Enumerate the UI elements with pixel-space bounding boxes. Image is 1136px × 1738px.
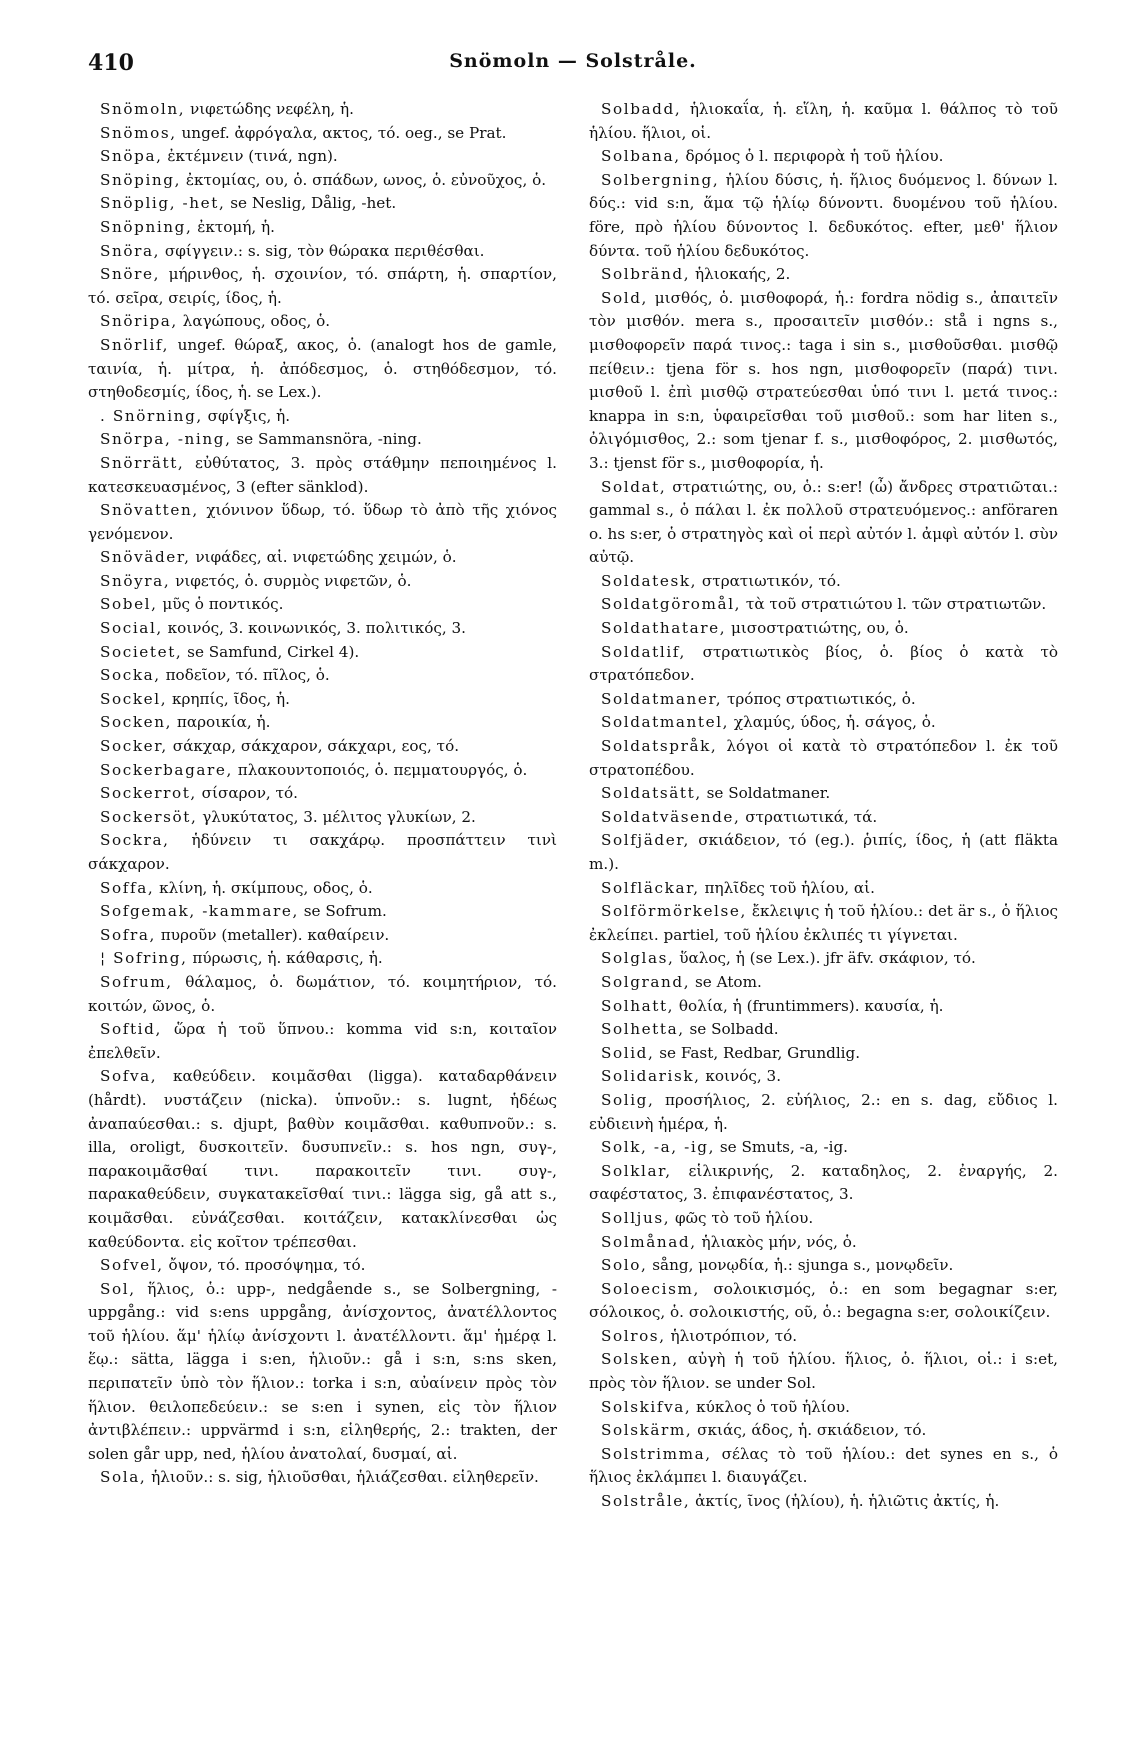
dictionary-entry xyxy=(589,1396,1058,1420)
running-head: Snömoln — Solstråle. xyxy=(449,50,697,72)
entry-headword: Solskifva, xyxy=(601,1397,692,1416)
dictionary-entry xyxy=(589,806,1058,830)
dictionary-entry xyxy=(589,947,1058,971)
entry-definition: πηλῖδες τοῦ ἡλίου, αἱ. xyxy=(699,878,875,897)
dictionary-entry xyxy=(88,452,557,499)
entry-headword: Socka, xyxy=(100,666,161,685)
entry-headword: Solk, -a, -ig, xyxy=(601,1138,716,1157)
entry-headword: Solförmörkelse, xyxy=(601,902,747,921)
dictionary-entry xyxy=(88,546,557,570)
entry-headword: Solbana, xyxy=(601,147,681,166)
dictionary-entry xyxy=(88,310,557,334)
dictionary-entry xyxy=(589,1254,1058,1278)
entry-headword: Solstråle, xyxy=(601,1492,691,1511)
dictionary-entry xyxy=(589,1065,1058,1089)
entry-definition: νιφετός, ὁ. συρμὸς νιφετῶν, ὁ. xyxy=(170,571,412,590)
dictionary-entry xyxy=(589,711,1058,735)
entry-definition: δρόμος ὁ l. περιφορὰ ἡ τοῦ ἡλίου. xyxy=(680,147,944,166)
entry-headword: Snöre, xyxy=(100,265,161,284)
dictionary-entry xyxy=(88,641,557,665)
dictionary-entry xyxy=(88,428,557,452)
entry-definition: στρατιώτης, ου, ὁ.: s:er! (ὦ) ἄνδρες στρατιῶται.: gammal s., ὁ πάλαι l. ἐκ πολλοῦ στρατευόμενος.: anföraren o. hs s:er, ὁ στρατηγὸς καὶ οἱ περὶ αὐτόν l. ἀμφὶ αὐτόν l. σὺν αὐτῷ. xyxy=(589,477,1058,567)
dictionary-entry xyxy=(589,877,1058,901)
entry-headword: Snövatten, xyxy=(100,501,199,520)
entry-definition: se Sammansnöra, -ning. xyxy=(231,430,422,449)
entry-definition: ἡλιοκαής, 2. xyxy=(690,265,791,284)
entry-definition: ungef. ἀφρόγαλα, ακτος, τό. oeg., se Prat. xyxy=(176,123,507,142)
entry-definition: πύρωσις, ἡ. κάθαρσις, ἡ. xyxy=(187,949,383,968)
entry-headword: Solros, xyxy=(601,1326,666,1345)
entry-headword: Social, xyxy=(100,619,163,638)
entry-headword: Soloecism, xyxy=(601,1279,700,1298)
entry-definition: στρατιωτικόν, τό. xyxy=(697,571,841,590)
entry-headword: Sofgemak, -kammare, xyxy=(100,902,299,921)
entry-headword: Solfläckar, xyxy=(601,878,700,897)
entry-definition: λόγοι οἱ κατὰ τὸ στρατόπεδον l. ἐκ τοῦ στρατοπέδου. xyxy=(589,737,1058,779)
entry-headword: Sold, xyxy=(601,288,648,307)
entry-definition: σφίγξις, ἡ. xyxy=(202,406,291,425)
entry-headword: Solo, xyxy=(601,1256,648,1275)
dictionary-entry xyxy=(88,782,557,806)
entry-headword: . Snörning, xyxy=(100,406,203,425)
entry-headword: Soldatesk, xyxy=(601,571,698,590)
entry-definition: ἐκτέμνειν (τινά, ngn). xyxy=(162,147,338,166)
entry-definition: κύκλος ὁ τοῦ ἡλίου. xyxy=(691,1397,850,1416)
entry-headword: Soldatmaner, xyxy=(601,689,723,708)
entry-headword: Sofvel, xyxy=(100,1256,164,1275)
entry-headword: ¦ Sofring, xyxy=(100,949,188,968)
entry-definition: θολία, ἡ (fruntimmers). καυσία, ἡ. xyxy=(674,996,944,1015)
dictionary-entry xyxy=(589,145,1058,169)
dictionary-entry xyxy=(88,617,557,641)
dictionary-entry xyxy=(589,263,1058,287)
entry-headword: Solbadd, xyxy=(601,100,682,118)
entry-headword: Soldathatare, xyxy=(601,619,727,638)
entry-definition: σολοικισμός, ὁ.: en som begagnar s:er, σόλοικος, ὁ. σολοικιστής, οῦ, ὁ.: begagna s:er, σολοικίζειν. xyxy=(589,1279,1058,1322)
dictionary-entry xyxy=(88,145,557,169)
entry-headword: Solgrand, xyxy=(601,972,691,991)
dictionary-entry xyxy=(589,570,1058,594)
dictionary-entry xyxy=(589,1490,1058,1514)
entry-headword: Sola, xyxy=(100,1468,147,1487)
entry-definition: se Soldatmaner. xyxy=(701,784,831,803)
entry-definition: ἡλιοκαΐα, ἡ. εἵλη, ἡ. καῦμα l. θάλπος τὸ τοῦ ἡλίου. ἥλιοι, οἱ. xyxy=(589,100,1058,142)
right-column xyxy=(589,98,1058,1514)
entry-definition: se Solbadd. xyxy=(684,1020,779,1039)
entry-definition: ἡλίου δύσις, ἡ. ἥλιος δυόμενος l. δύνων l. δύς.: vid s:n, ἅμα τῷ ἡλίῳ δύνοντι. δυομένου τοῦ ἡλίου. före, πρὸ ἡλίου δύνοντος l. δεδυκότος. efter, μεθ' ἥλιον δύντα. τοῦ ἡλίου δεδυκότος. xyxy=(589,170,1058,260)
entry-headword: Solhatt, xyxy=(601,996,675,1015)
entry-definition: καθεύδειν. κοιμᾶσθαι (ligga). καταδαρθάνειν (hårdt). νυστάζειν (nicka). ὑπνοῦν.: s. lugnt, ἡδέως ἀναπαύεσθαι.: s. djupt, βαθὺν κοιμᾶσθαι. καθυπνοῦν.: s. illa, oroligt, δυσκοιτεῖν. δυσυπνεῖν.: s. hos ngn, συγ-, παρακοιμᾶσθαί τινι. παρακοιτεῖν τινι. συγ-, παρακαθεύδειν, συγκατακεῖσθαί τινι.: lägga sig, gå att s., κοιμᾶσθαι. εὐνάζεσθαι. κοιτάζειν, κατακλίνεσθαι ὡς καθεύδοντα. εἰς κοῖτον τρέπεσθαι. xyxy=(88,1067,557,1251)
dictionary-entry xyxy=(589,641,1058,688)
dictionary-entry xyxy=(589,735,1058,782)
dictionary-entry xyxy=(589,900,1058,947)
entry-headword: Sockersöt, xyxy=(100,807,198,826)
entry-definition: σκιάδειον, τό (eg.). ῥιπίς, ίδος, ἡ (att fläkta m.). xyxy=(589,831,1058,873)
entry-definition: se Atom. xyxy=(690,972,762,991)
entry-headword: Snöpa, xyxy=(100,147,163,166)
dictionary-entry xyxy=(589,1042,1058,1066)
entry-headword: Solstrimma, xyxy=(601,1444,712,1463)
dictionary-entry xyxy=(88,1065,557,1254)
dictionary-entry xyxy=(88,924,557,948)
dictionary-entry xyxy=(88,664,557,688)
entry-definition: εὐθύτατος, 3. πρὸς στάθμην πεποιημένος l. κατεσκευασμένος, 3 (efter sänklod). xyxy=(88,453,557,496)
entry-definition: παροικία, ἡ. xyxy=(172,713,271,732)
dictionary-entry xyxy=(589,1325,1058,1349)
dictionary-entry xyxy=(88,711,557,735)
entry-headword: Soldatspråk, xyxy=(601,737,718,756)
entry-headword: Soffa, xyxy=(100,878,155,897)
entry-headword: Snöyra, xyxy=(100,571,171,590)
dictionary-entry xyxy=(589,287,1058,476)
left-column xyxy=(88,98,557,1514)
dictionary-entry xyxy=(88,971,557,1018)
entry-headword: Solid, xyxy=(601,1043,655,1062)
entry-definition: ἥλιος, ὁ.: upp-, nedgående s., se Solbergning, -uppgång.: vid s:ens uppgång, ἀνίσχοντος, ἀνατέλλοντος τοῦ ἡλίου. ἅμ' ἡλίῳ ἀνίσχοντι l. ἀνατέλλοντι. ἅμ' ἡμέρᾳ l. ἕῳ.: sätta, lägga i s:en, ἡλιοῦν.: gå i s:n, s:ns sken, περιπατεῖν ὑπὸ τὸν ἥλιον.: torka i s:n, αὐαίνειν πρὸς τὸν ἥλιον. θειλοπεδεύειν.: se s:en i synen, εἰς τὸν ἥλιον ἀντιβλέπειν.: uppvärmd i s:n, εἱληθερής, 2.: trakten, der solen går upp, ned, ἡλίου ἀνατολαί, δυσμαί, αἱ. xyxy=(88,1279,557,1463)
entry-headword: Solljus, xyxy=(601,1208,671,1227)
dictionary-entry xyxy=(589,688,1058,712)
entry-headword: Solmånad, xyxy=(601,1232,697,1251)
entry-headword: Sockel, xyxy=(100,689,168,708)
dictionary-entry xyxy=(88,877,557,901)
entry-headword: Sol, xyxy=(100,1279,136,1298)
entry-definition: ἔκλειψις ἡ τοῦ ἡλίου.: det är s., ὁ ἥλιος ἐκλείπει. partiel, τοῦ ἡλίου ἐκλιπές τι γίγνεται. xyxy=(589,902,1058,944)
dictionary-entry xyxy=(589,1348,1058,1395)
entry-headword: Solhetta, xyxy=(601,1020,685,1039)
entry-definition: μήρινθος, ἡ. σχοινίον, τό. σπάρτη, ἡ. σπαρτίον, τό. σεῖρα, σειρίς, ίδος, ἡ. xyxy=(88,265,557,307)
dictionary-entry xyxy=(589,1207,1058,1231)
entry-headword: Solglas, xyxy=(601,949,675,968)
entry-definition: κλίνη, ἡ. σκίμπους, οδος, ὁ. xyxy=(154,878,373,897)
entry-headword: Snöra, xyxy=(100,241,161,260)
entry-headword: Sockra, xyxy=(100,831,170,850)
entry-headword: Snöping, xyxy=(100,170,182,189)
dictionary-entry xyxy=(589,1160,1058,1207)
entry-definition: σάκχαρ, σάκχαρον, σάκχαρι, εος, τό. xyxy=(167,737,460,756)
dictionary-entry xyxy=(589,617,1058,641)
page-number: 410 xyxy=(88,50,134,76)
entry-definition: ἡλιοῦν.: s. sig, ἡλιοῦσθαι, ἡλιάζεσθαι. εἱληθερεῖν. xyxy=(146,1468,539,1487)
entry-definition: se Smuts, -a, -ig. xyxy=(715,1138,849,1157)
entry-definition: λαγώπους, οδος, ὁ. xyxy=(177,312,331,331)
entry-definition: ἡδύνειν τι σακχάρῳ. προσπάττειν τινὶ σάκχαρον. xyxy=(88,831,557,873)
dictionary-entry xyxy=(589,829,1058,876)
entry-headword: Snöväder, xyxy=(100,548,191,567)
dictionary-entry xyxy=(88,122,557,146)
entry-definition: σίσαρον, τό. xyxy=(196,784,298,803)
entry-headword: Soldat, xyxy=(601,477,667,496)
entry-definition: πλακουντοποιός, ὁ. πεμματουργός, ὁ. xyxy=(232,760,528,779)
entry-definition: ὄψον, τό. προσόψημα, τό. xyxy=(163,1256,366,1275)
entry-definition: ἐκτομίας, ου, ὁ. σπάδων, ωνος, ὁ. εὐνοῦχος, ὁ. xyxy=(181,170,547,189)
entry-definition: θάλαμος, ὁ. δωμάτιον, τό. κοιμητήριον, τό. κοιτών, ῶνος, ὁ. xyxy=(88,972,557,1015)
dictionary-entry xyxy=(589,995,1058,1019)
entry-headword: Sofrum, xyxy=(100,972,173,991)
dictionary-entry xyxy=(589,169,1058,263)
entry-definition: γλυκύτατος, 3. μέλιτος γλυκίων, 2. xyxy=(197,807,476,826)
entry-headword: Sockerrot, xyxy=(100,784,197,803)
entry-headword: Socken, xyxy=(100,713,173,732)
dictionary-entry xyxy=(88,216,557,240)
entry-definition: ἐκτομή, ἡ. xyxy=(192,217,275,236)
entry-definition: ὥρα ἡ τοῦ ὕπνου.: komma vid s:n, κοιταῖον ἐπελθεῖν. xyxy=(88,1020,557,1062)
entry-headword: Snöplig, -het, xyxy=(100,194,226,213)
entry-definition: ποδεῖον, τό. πῖλος, ὁ. xyxy=(160,666,330,685)
entry-definition: κοινός, 3. κοινωνικός, 3. πολιτικός, 3. xyxy=(162,619,466,638)
dictionary-entry xyxy=(88,570,557,594)
entry-definition: κρηπίς, ῖδος, ἡ. xyxy=(167,689,290,708)
entry-definition: sång, μονῳδία, ἡ.: sjunga s., μονῳδεῖν. xyxy=(647,1256,954,1275)
entry-definition: se Sofrum. xyxy=(298,902,387,921)
entry-headword: Solbergning, xyxy=(601,170,720,189)
entry-headword: Sofra, xyxy=(100,925,156,944)
entry-definition: νιφάδες, αἱ. νιφετώδης χειμών, ὁ. xyxy=(190,548,457,567)
dictionary-entry xyxy=(589,98,1058,145)
dictionary-entry xyxy=(88,900,557,924)
entry-headword: Solbränd, xyxy=(601,265,691,284)
entry-headword: Snöpning, xyxy=(100,217,193,236)
entry-headword: Snörpa, -ning, xyxy=(100,430,232,449)
entry-headword: Softid, xyxy=(100,1020,162,1039)
dictionary-entry xyxy=(88,688,557,712)
entry-definition: ἡλιοτρόπιον, τό. xyxy=(665,1326,798,1345)
entry-definition: μισθός, ὁ. μισθοφορά, ἡ.: fordra nödig s., ἀπαιτεῖν τὸν μισθόν. mera s., προσαιτεῖν μισθόν.: stå i ngns s., μισθοφορεῖν παρά τινος.: taga i sin s., μισθοῦσθαι. μισθῷ πείθειν.: tjena för s. hos ngn, μισθοφορεῖν (παρά) τινι. μισθοῦ l. ἐπὶ μισθῷ στρατεύεσθαι ὑπό τινι l. μετά τινος.: knappa in s:n, ὑφαιρεῖσθαι τοῦ μισθοῦ.: som har liten s., ὀλιγόμισθος, 2.: som tjenar f. s., μισθοφόρος, 2. μισθωτός, 3.: tjenst för s., μισθοφορία, ἡ. xyxy=(589,288,1058,472)
entry-definition: νιφετώδης νεφέλη, ἡ. xyxy=(185,100,354,118)
dictionary-entry xyxy=(589,971,1058,995)
entry-definition: μῦς ὁ ποντικός. xyxy=(157,595,284,614)
dictionary-entry xyxy=(88,334,557,405)
dictionary-entry xyxy=(589,1419,1058,1443)
dictionary-entry xyxy=(88,1254,557,1278)
dictionary-entry xyxy=(589,1089,1058,1136)
dictionary-entry xyxy=(88,405,557,429)
entry-headword: Snörlif, xyxy=(100,335,170,354)
entry-headword: Solig, xyxy=(601,1090,655,1109)
entry-definition: σκιάς, άδος, ἡ. σκιάδειον, τό. xyxy=(692,1421,927,1440)
entry-headword: Soldatsätt, xyxy=(601,784,702,803)
entry-definition: τὰ τοῦ στρατιώτου l. τῶν στρατιωτῶν. xyxy=(741,595,1047,614)
entry-headword: Solfjäder, xyxy=(601,831,690,850)
entry-definition: φῶς τὸ τοῦ ἡλίου. xyxy=(670,1208,814,1227)
dictionary-entry xyxy=(589,476,1058,570)
entry-headword: Solidarisk, xyxy=(601,1067,701,1086)
entry-headword: Soldatgöromål, xyxy=(601,595,742,614)
entry-headword: Solklar, xyxy=(601,1161,672,1180)
entry-headword: Sofva, xyxy=(100,1067,158,1086)
entry-definition: se Neslig, Dålig, -het. xyxy=(225,194,397,213)
entry-headword: Snöripa, xyxy=(100,312,178,331)
entry-definition: πυροῦν (metaller). καθαίρειν. xyxy=(155,925,390,944)
entry-headword: Solsken, xyxy=(601,1350,679,1369)
dictionary-entry xyxy=(88,1278,557,1467)
dictionary-entry xyxy=(589,1018,1058,1042)
entry-definition: κοινός, 3. xyxy=(700,1067,782,1086)
entry-definition: ungef. θώραξ, ακος, ὁ. (analogt hos de gamle, ταινία, ἡ. μίτρα, ἡ. ἀπόδεσμος, ὁ. στηθόδεσμον, τό. στηθοδεσμίς, ίδος, ἡ. se Lex.). xyxy=(88,335,557,402)
entry-headword: Socker, xyxy=(100,737,168,756)
entry-definition: χιόνινον ὕδωρ, τό. ὕδωρ τὸ ἀπὸ τῆς χιόνος γενόμενον. xyxy=(88,501,557,543)
dictionary-entry xyxy=(589,782,1058,806)
dictionary-entry xyxy=(88,806,557,830)
dictionary-entry xyxy=(88,593,557,617)
page-header xyxy=(88,50,1058,84)
dictionary-entry xyxy=(88,192,557,216)
entry-headword: Soldatlif, xyxy=(601,642,686,661)
entry-definition: τρόπος στρατιωτικός, ὁ. xyxy=(722,689,916,708)
dictionary-entry xyxy=(88,499,557,546)
entry-headword: Solskärm, xyxy=(601,1421,693,1440)
dictionary-entry xyxy=(88,829,557,876)
dictionary-entry xyxy=(589,1231,1058,1255)
entry-definition: se Fast, Redbar, Grundlig. xyxy=(654,1043,861,1062)
dictionary-entry xyxy=(589,1136,1058,1160)
entry-definition: σφίγγειν.: s. sig, τὸν θώρακα περιθέσθαι. xyxy=(160,241,485,260)
entry-definition: αὐγὴ ἡ τοῦ ἡλίου. ἥλιος, ὁ. ἥλιοι, οἱ.: i s:et, πρὸς τὸν ἥλιον. se under Sol. xyxy=(589,1350,1058,1393)
entry-headword: Snömoln, xyxy=(100,100,186,118)
dictionary-entry xyxy=(88,1018,557,1065)
columns xyxy=(88,98,1058,1514)
dictionary-entry xyxy=(88,169,557,193)
entry-headword: Snörrätt, xyxy=(100,453,185,472)
entry-definition: στρατιωτικά, τά. xyxy=(740,807,878,826)
dictionary-entry xyxy=(88,735,557,759)
dictionary-entry xyxy=(88,240,557,264)
entry-definition: προσήλιος, 2. εὐήλιος, 2.: en s. dag, εὔδιος l. εὐδιεινὴ ἡμέρα, ἡ. xyxy=(589,1090,1058,1133)
dictionary-entry xyxy=(589,1443,1058,1490)
entry-definition: εἱλικρινής, 2. καταδηλος, 2. ἐναργής, 2. σαφέστατος, 3. ἐπιφανέστατος, 3. xyxy=(589,1161,1058,1204)
dictionary-entry xyxy=(88,759,557,783)
dictionary-entry xyxy=(589,1278,1058,1325)
entry-definition: ἀκτίς, ῖνος (ἡλίου), ἡ. ἡλιῶτις ἀκτίς, ἡ. xyxy=(690,1492,1000,1511)
dictionary-entry xyxy=(88,947,557,971)
dictionary-entry xyxy=(88,98,557,122)
dictionary-entry xyxy=(88,263,557,310)
entry-headword: Snömos, xyxy=(100,123,177,142)
entry-definition: ἡλιακὸς μήν, νός, ὁ. xyxy=(696,1232,857,1251)
entry-definition: μισοστρατιώτης, ου, ὁ. xyxy=(726,619,909,638)
entry-headword: Societet, xyxy=(100,642,183,661)
entry-definition: στρατιωτικὸς βίος, ὁ. βίος ὁ κατὰ τὸ στρατόπεδον. xyxy=(589,642,1058,685)
entry-definition: se Samfund, Cirkel 4). xyxy=(182,642,360,661)
dictionary-entry xyxy=(88,1466,557,1490)
dictionary-entry xyxy=(589,593,1058,617)
entry-headword: Soldatväsende, xyxy=(601,807,741,826)
entry-headword: Soldatmantel, xyxy=(601,713,730,732)
entry-definition: ὕαλος, ἡ (se Lex.). jfr äfv. σκάφιον, τό. xyxy=(674,949,976,968)
entry-definition: χλαμύς, ύδος, ἡ. σάγος, ὁ. xyxy=(729,713,936,732)
entry-headword: Sobel, xyxy=(100,595,158,614)
entry-headword: Sockerbagare, xyxy=(100,760,233,779)
entry-definition: σέλας τὸ τοῦ ἡλίου.: det synes en s., ὁ ἥλιος ἐκλάμπει l. διαυγάζει. xyxy=(589,1444,1058,1487)
